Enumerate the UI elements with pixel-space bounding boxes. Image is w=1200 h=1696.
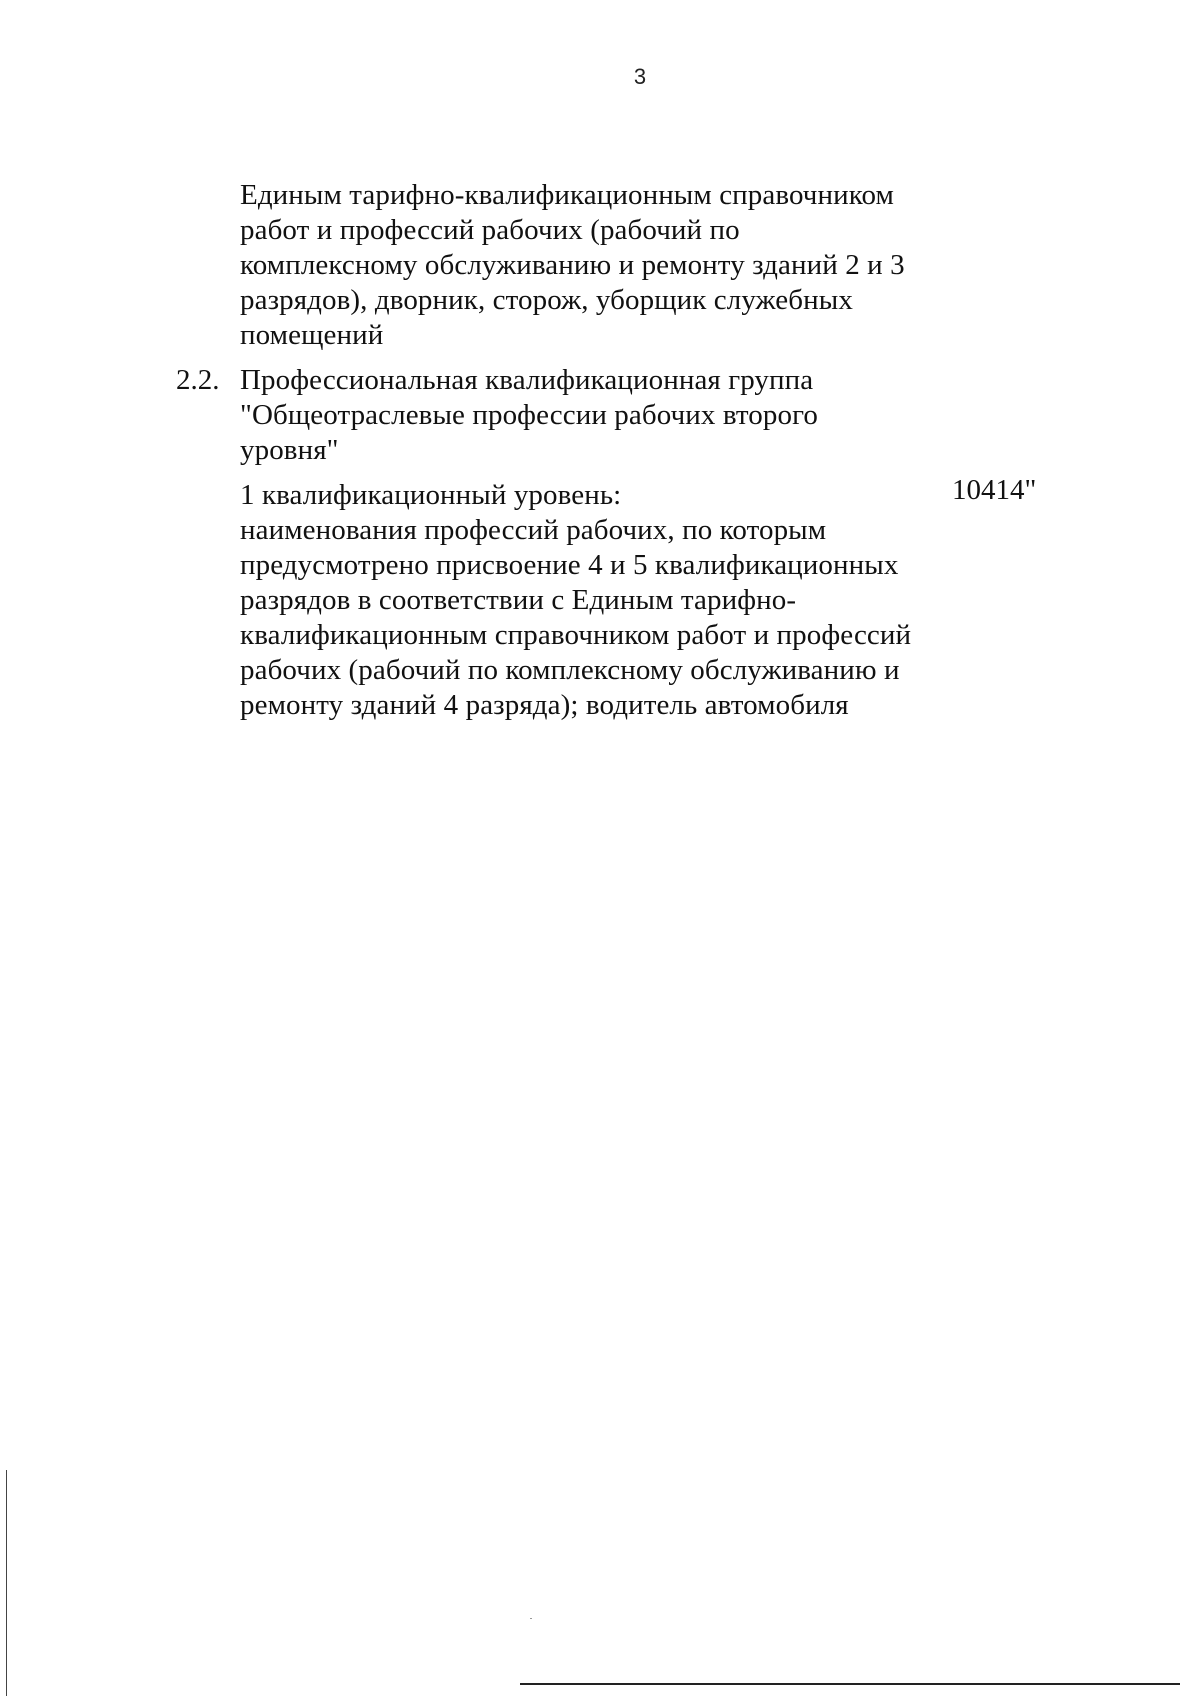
page-number: 3 xyxy=(633,64,647,89)
intro-paragraph xyxy=(240,178,940,353)
intro-line: Единым тарифно-квалификационным справочником xyxy=(240,179,894,211)
scan-speck xyxy=(530,1618,532,1619)
section-heading-line: уровня" xyxy=(240,434,339,466)
bottom-rule xyxy=(520,1683,1180,1685)
level-line: предусмотрено присвоение 4 и 5 квалификационных xyxy=(240,549,899,581)
section-heading xyxy=(240,363,940,468)
section-heading-line: Профессиональная квалификационная группа xyxy=(240,364,814,396)
level-line: ремонту зданий 4 разряда); водитель автомобиля xyxy=(240,689,849,721)
salary-amount: 10414" xyxy=(952,474,1037,506)
section-heading-line: "Общеотраслевые профессии рабочих второго xyxy=(240,399,818,431)
intro-line: помещений xyxy=(240,319,384,351)
intro-line: разрядов), дворник, сторож, уборщик служебных xyxy=(240,284,853,316)
qualification-level-paragraph xyxy=(240,478,940,723)
level-line: 1 квалификационный уровень: xyxy=(240,479,622,511)
intro-line: работ и профессий рабочих (рабочий по xyxy=(240,214,740,246)
section-number: 2.2. xyxy=(176,364,220,396)
level-line: наименования профессий рабочих, по которым xyxy=(240,514,827,546)
level-line: разрядов в соответствии с Единым тарифно- xyxy=(240,584,797,616)
intro-line: комплексному обслуживанию и ремонту зданий 2 и 3 xyxy=(240,249,905,281)
level-line: квалификационным справочником работ и профессий xyxy=(240,619,912,651)
scan-edge-mark xyxy=(6,1470,7,1696)
level-line: рабочих (рабочий по комплексному обслуживанию и xyxy=(240,654,900,686)
